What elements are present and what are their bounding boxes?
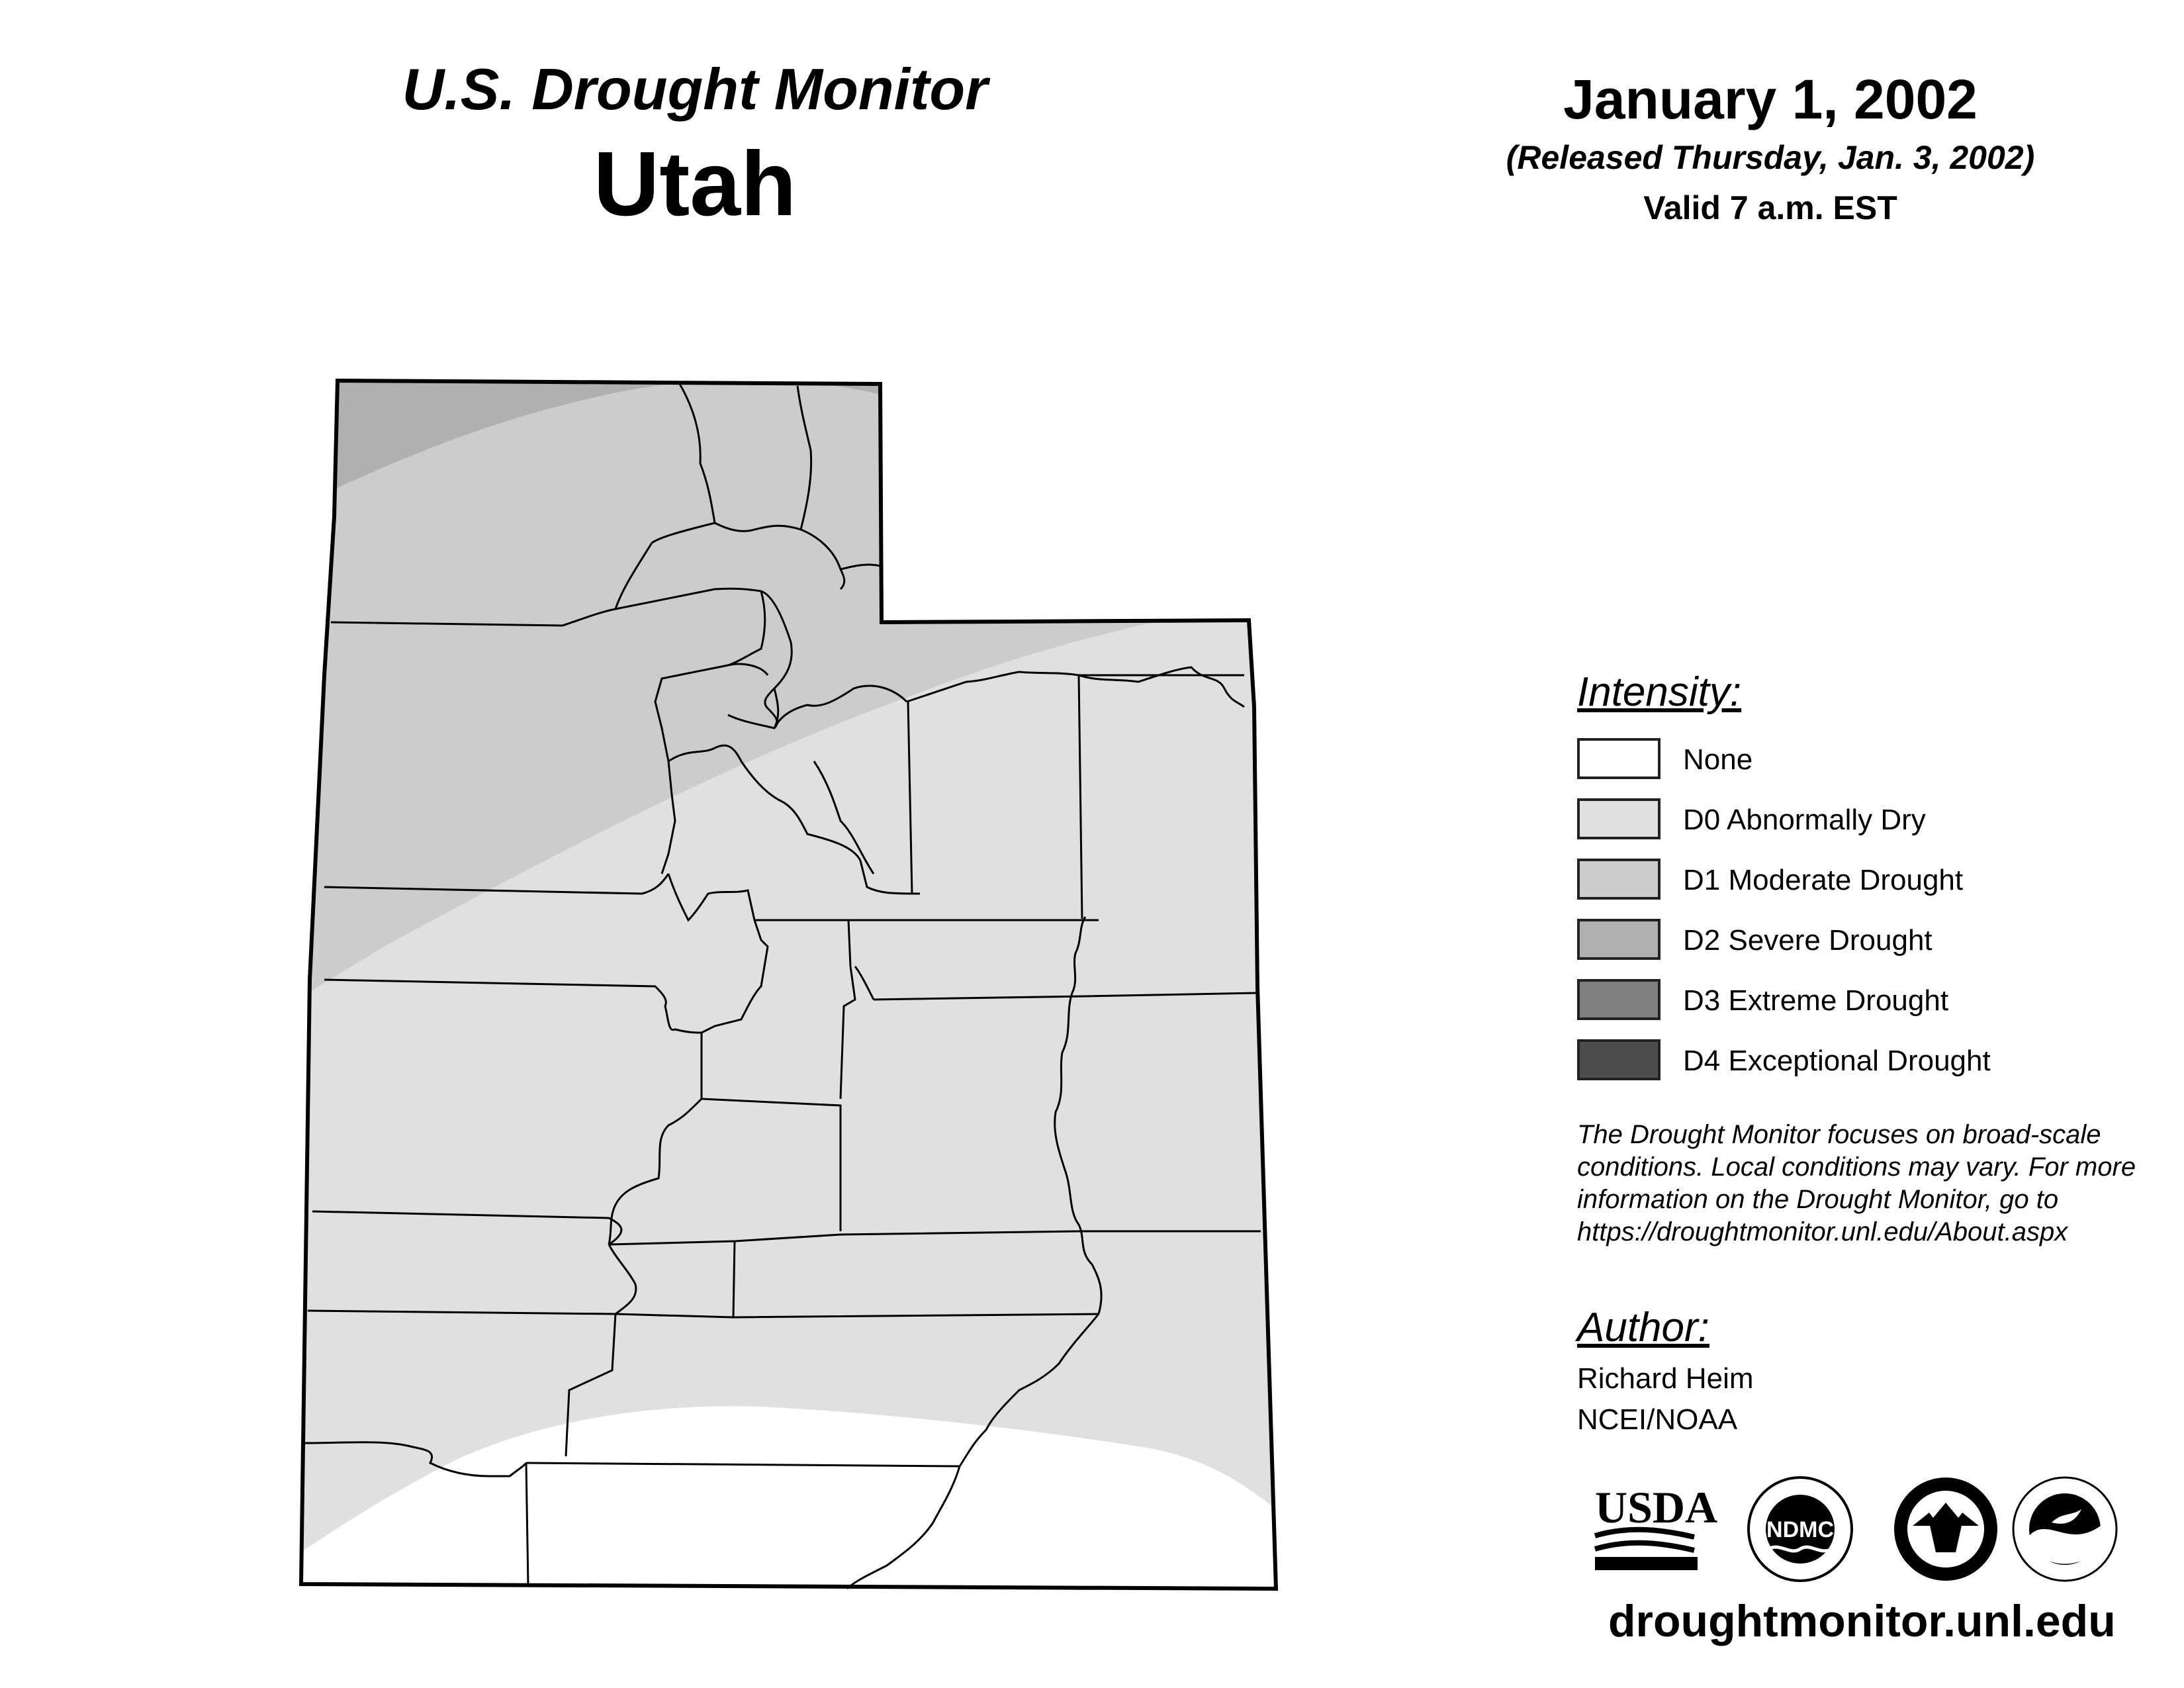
- author-name: Richard Heim: [1577, 1362, 1754, 1395]
- commerce-seal: [1894, 1477, 1997, 1581]
- map-date: January 1, 2002: [1563, 68, 1978, 130]
- partner-logos: [1588, 1476, 2118, 1589]
- legend-label: D4 Exceptional Drought: [1683, 1045, 1991, 1077]
- author-org: NCEI/NOAA: [1577, 1403, 1738, 1436]
- legend-swatch-d4: [1577, 1039, 1661, 1080]
- valid-time: Valid 7 a.m. EST: [1643, 189, 1897, 226]
- noaa-logo: [2013, 1477, 2116, 1581]
- legend-label: D3 Extreme Drought: [1683, 984, 1949, 1017]
- legend-title: Intensity:: [1577, 669, 1742, 715]
- usda-logo: [1595, 1482, 1717, 1570]
- author-title: Author:: [1577, 1305, 1709, 1350]
- legend-swatch-d0: [1577, 798, 1661, 839]
- usda-logo-text: USDA: [1595, 1482, 1718, 1532]
- legend-label: D2 Severe Drought: [1683, 924, 1933, 957]
- legend-label: None: [1683, 743, 1753, 776]
- legend-item-d1: [1577, 859, 2120, 901]
- legend-item-d3: [1577, 979, 2120, 1021]
- legend-swatch-d3: [1577, 979, 1661, 1020]
- legend-item-none: [1577, 738, 2120, 780]
- ndmc-logo: [1749, 1477, 1852, 1581]
- legend-label: D0 Abnormally Dry: [1683, 804, 1926, 836]
- state-name: Utah: [593, 133, 797, 235]
- legend-item-d0: [1577, 798, 2120, 841]
- legend-item-d4: [1577, 1039, 2120, 1082]
- release-date: (Released Thursday, Jan. 3, 2002): [1506, 139, 2035, 176]
- legend-swatch-none: [1577, 738, 1661, 779]
- legend-swatch-d2: [1577, 919, 1661, 960]
- legend-item-d2: [1577, 919, 2120, 961]
- legend-label: D1 Moderate Drought: [1683, 864, 1964, 896]
- site-url[interactable]: droughtmonitor.unl.edu: [1608, 1596, 2116, 1646]
- ndmc-logo-text: NDMC: [1766, 1517, 1834, 1542]
- legend-swatch-d1: [1577, 859, 1661, 900]
- disclaimer-note: The Drought Monitor focuses on broad-scale conditions. Local conditions may vary. For more information on the Drought Monitor, go to https://droughtmonitor.unl.edu/About.aspx: [1577, 1120, 2136, 1246]
- map-title: U.S. Drought Monitor: [402, 56, 988, 122]
